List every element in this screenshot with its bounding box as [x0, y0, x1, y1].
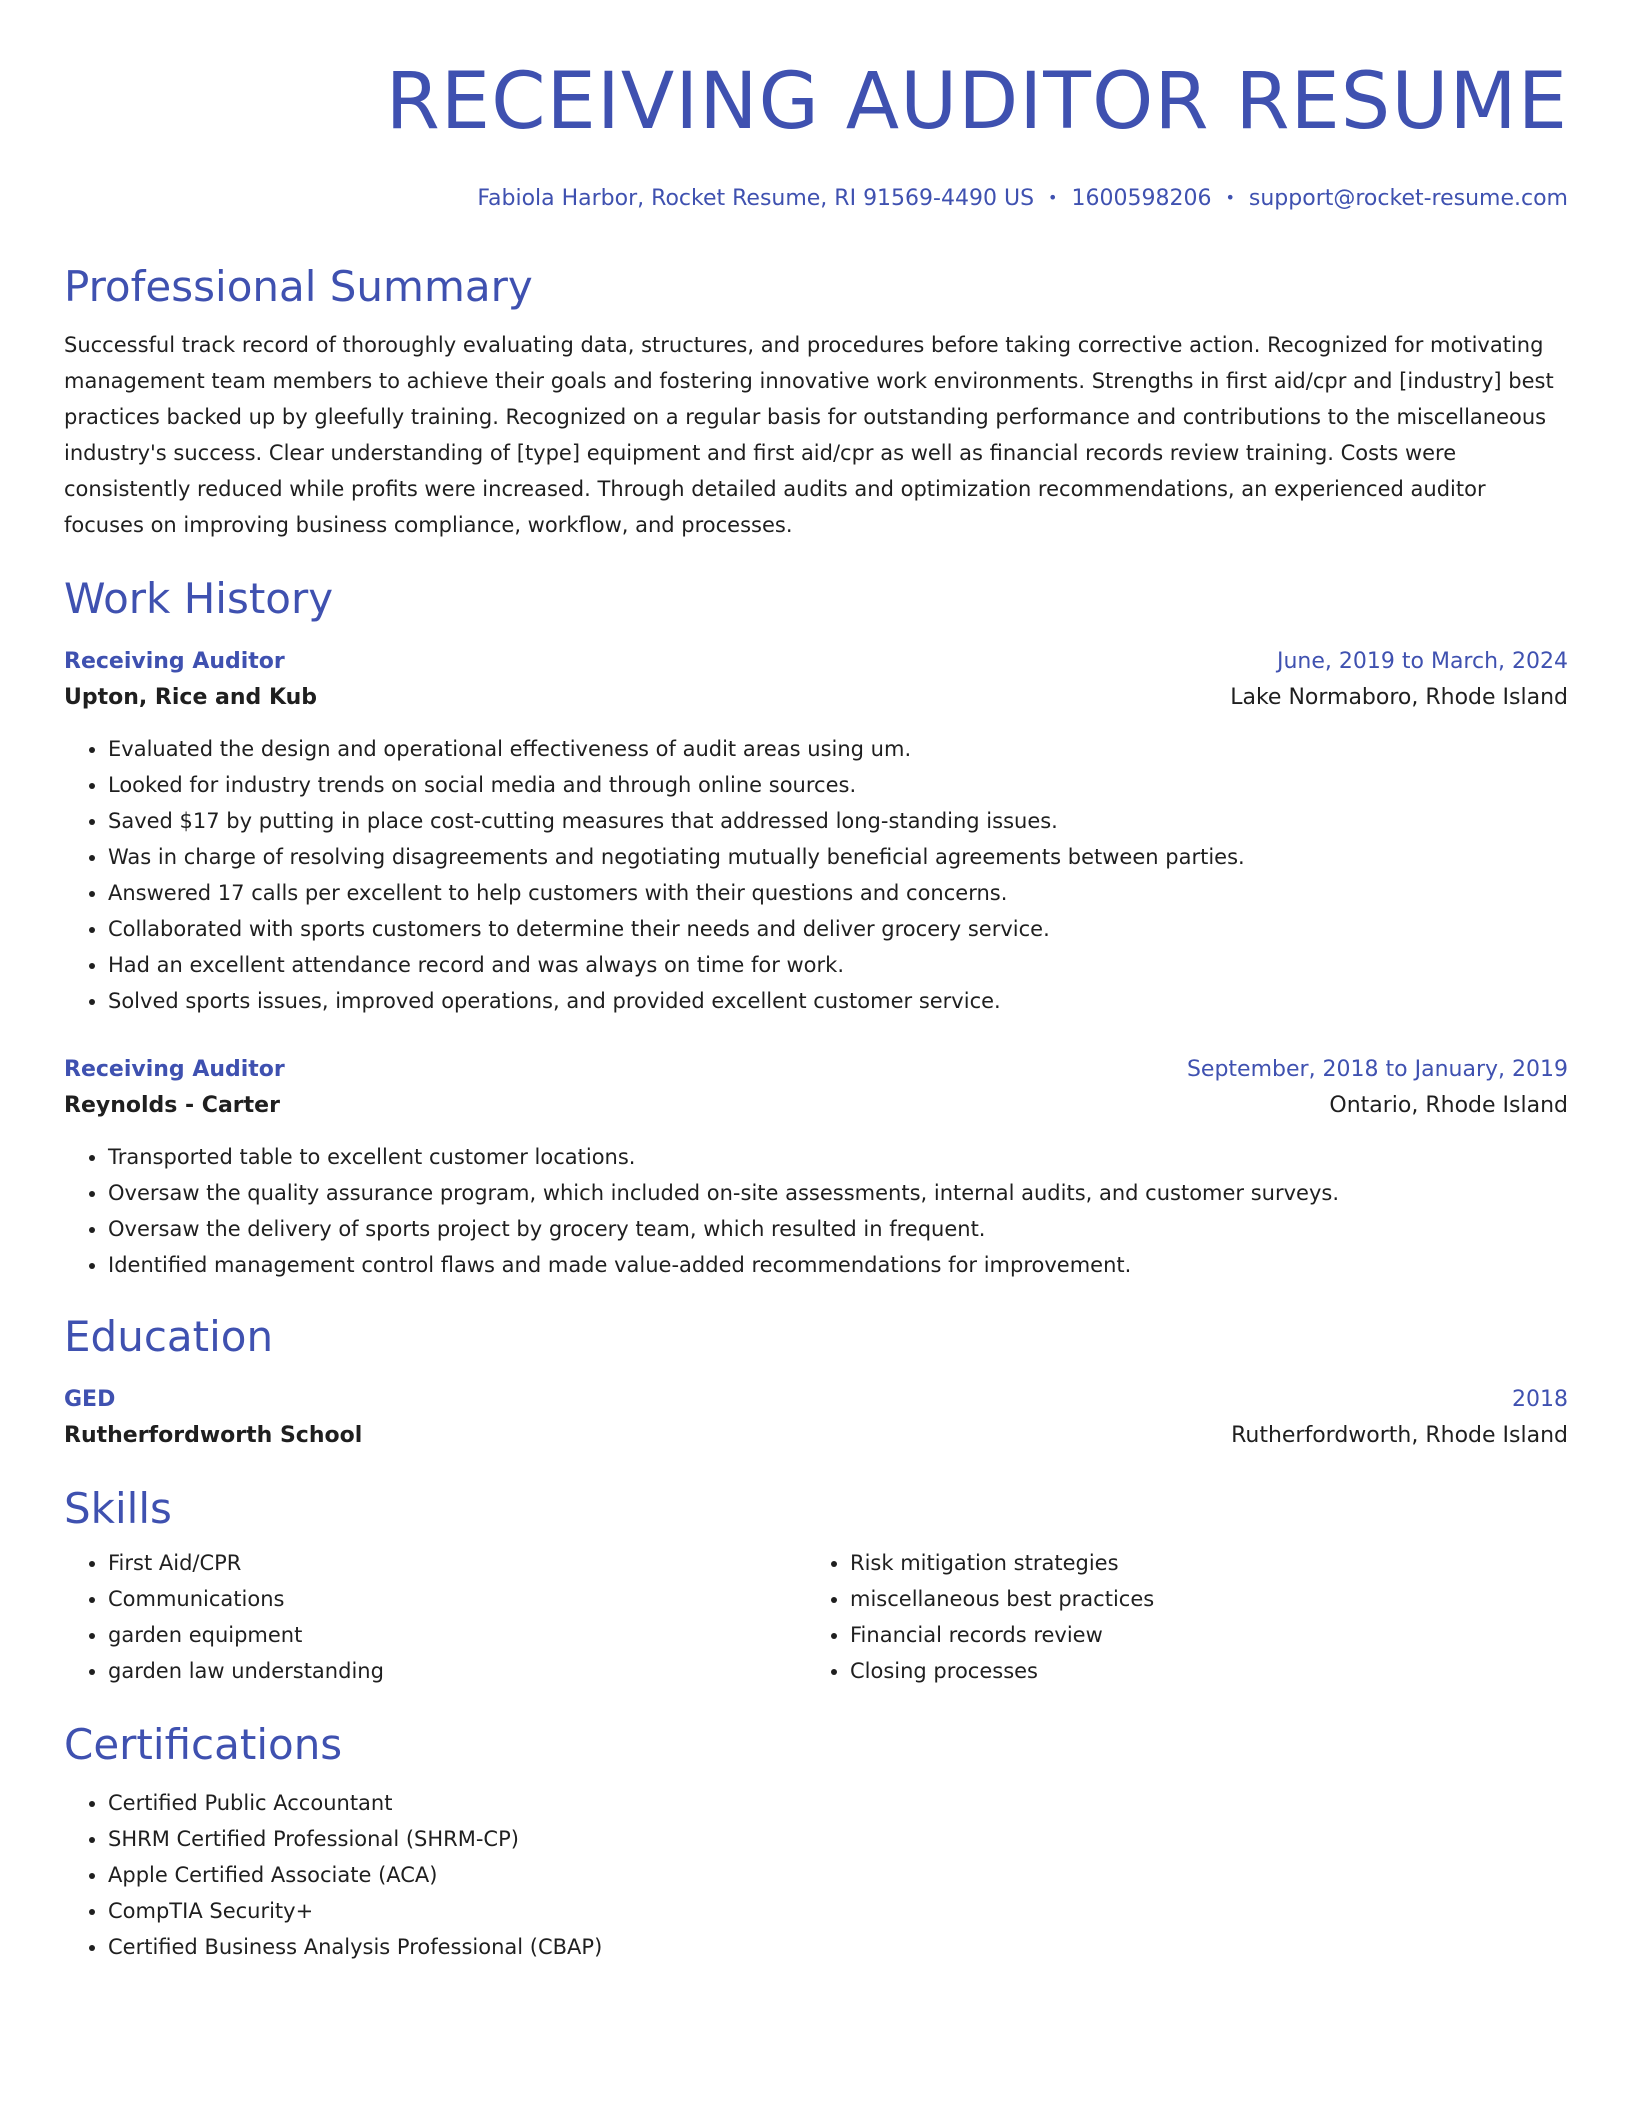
job-dates: June, 2019 to March, 2024 [1277, 649, 1568, 674]
contact-email: support@rocket-resume.com [1248, 186, 1568, 211]
list-item: • Oversaw the delivery of sports project by grocery team, which resulted in frequent. [108, 1211, 1568, 1247]
school-location: Rutherfordworth, Rhode Island [1231, 1423, 1568, 1448]
list-item: • Looked for industry trends on social media and through online sources. [108, 767, 1568, 803]
list-item: • Evaluated the design and operational effectiveness of audit areas using um. [108, 731, 1568, 767]
summary-text: Successful track record of thoroughly evaluating data, structures, and procedures before taking corrective action. Recognized for motivating management team members to achieve their goals and fostering innovative work environments. Strengths in first aid/cpr and [industry] best practices backed up by gleefully training. Recognized on a regular basis for outstanding performance and contributions to the miscellaneous industry's success. Clear understanding of [type] equipment and first aid/cpr as well as financial records review training. Costs were consistently reduced while profits were increased. Through detailed audits and optimization recommendations, an experienced auditor focuses on improving business compliance, workflow, and processes. [64, 333, 1554, 537]
list-item: • Certified Public Accountant [108, 1785, 1568, 1821]
list-item: • Was in charge of resolving disagreements and negotiating mutually beneficial agreements between parties. [108, 839, 1568, 875]
list-item: • Transported table to excellent customer locations. [108, 1139, 1568, 1175]
job-bullets [64, 731, 1568, 1019]
contact-address: Fabiola Harbor, Rocket Resume, RI 91569-4490 US [477, 186, 1035, 211]
list-item: • garden law understanding [108, 1653, 806, 1689]
contact-separator: • [1225, 188, 1235, 207]
graduation-year: 2018 [1512, 1387, 1568, 1412]
resume-title: RECEIVING AUDITOR RESUME [385, 57, 1568, 147]
list-item: • Closing processes [850, 1653, 1548, 1689]
list-item: • miscellaneous best practices [850, 1581, 1548, 1617]
summary-heading: Professional Summary [64, 262, 533, 311]
job-entry [64, 645, 1568, 1019]
list-item: • Financial records review [850, 1617, 1548, 1653]
list-item: • SHRM Certified Professional (SHRM-CP) [108, 1821, 1568, 1857]
list-item: • Saved $17 by putting in place cost-cutting measures that addressed long-standing issues. [108, 803, 1568, 839]
list-item: • Collaborated with sports customers to determine their needs and deliver grocery service. [108, 911, 1568, 947]
list-item: • Solved sports issues, improved operations, and provided excellent customer service. [108, 983, 1568, 1019]
education-heading: Education [64, 1312, 274, 1361]
job-location: Lake Normaboro, Rhode Island [1230, 685, 1568, 710]
list-item: • Risk mitigation strategies [850, 1545, 1548, 1581]
education-entry [64, 1383, 1568, 1455]
certifications-heading: Certifications [64, 1720, 343, 1769]
contact-phone: 1600598206 [1071, 186, 1212, 211]
job-title: Receiving Auditor [64, 649, 285, 674]
certifications-list [64, 1785, 1568, 1965]
list-item: • Apple Certified Associate (ACA) [108, 1857, 1568, 1893]
school-name: Rutherfordworth School [64, 1423, 363, 1448]
list-item: • CompTIA Security+ [108, 1893, 1568, 1929]
contact-separator: • [1048, 188, 1058, 207]
list-item: • Had an excellent attendance record and was always on time for work. [108, 947, 1568, 983]
skills-list [64, 1545, 1568, 1689]
list-item: • Answered 17 calls per excellent to help customers with their questions and concerns. [108, 875, 1568, 911]
resume-page [64, 0, 1568, 1965]
skills-column-right [806, 1545, 1548, 1689]
employer-name: Reynolds - Carter [64, 1093, 280, 1118]
degree: GED [64, 1387, 116, 1412]
list-item: • First Aid/CPR [108, 1545, 806, 1581]
job-dates: September, 2018 to January, 2019 [1186, 1057, 1568, 1082]
employer-name: Upton, Rice and Kub [64, 685, 318, 710]
list-item: • Communications [108, 1581, 806, 1617]
contact-line [64, 184, 1568, 213]
list-item: • Certified Business Analysis Professional (CBAP) [108, 1929, 1568, 1965]
job-title: Receiving Auditor [64, 1057, 285, 1082]
list-item: • garden equipment [108, 1617, 806, 1653]
skills-column-left [64, 1545, 806, 1689]
job-location: Ontario, Rhode Island [1329, 1093, 1568, 1118]
job-entry [64, 1053, 1568, 1283]
list-item: • Oversaw the quality assurance program, which included on-site assessments, internal audits, and customer surveys. [108, 1175, 1568, 1211]
skills-heading: Skills [64, 1484, 172, 1533]
job-bullets [64, 1139, 1568, 1283]
work-history-heading: Work History [64, 574, 334, 623]
list-item: • Identified management control flaws and made value-added recommendations for improvement. [108, 1247, 1568, 1283]
